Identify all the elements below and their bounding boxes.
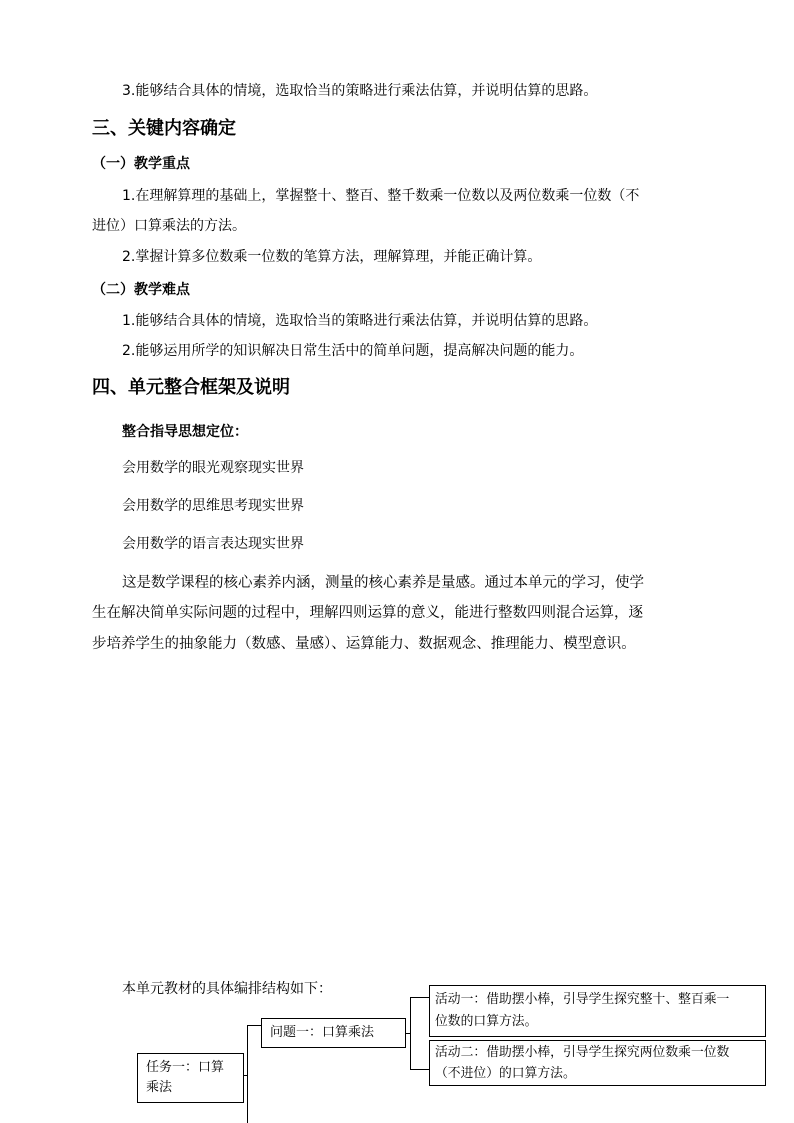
task-connector-vertical [247, 1025, 248, 1123]
activity-1-connector [410, 997, 429, 998]
paragraph-line-2: 生在解决简单实际问题的过程中，理解四则运算的意义，能进行整数四则混合运算，逐 [92, 605, 643, 621]
framework-intro: 本单元教材的具体编排结构如下： [122, 981, 332, 997]
question-1-box [261, 1018, 406, 1048]
difficulty-item-1: 1.能够结合具体的情境，选取恰当的策略进行乘法估算，并说明估算的思路。 [122, 313, 598, 329]
activity-1-label-line-2: 位数的口算方法。 [435, 1014, 538, 1029]
guide-heading: 整合指导思想定位： [122, 424, 248, 440]
activity-2-label-line-2: （不进位）的口算方法。 [435, 1066, 576, 1081]
activity-2-box [429, 1040, 766, 1086]
activity-1-box [429, 985, 766, 1037]
focus-item-1-line-2: 进位）口算乘法的方法。 [92, 218, 246, 234]
focus-item-1-line-1: 1.在理解算理的基础上，掌握整十、整百、整千数乘一位数以及两位数乘一位数（不 [122, 188, 640, 204]
task-1-label-line-1: 任务一：口算 [146, 1060, 225, 1075]
section-3-title: 三、关键内容确定 [92, 118, 236, 139]
focus-heading: （一）教学重点 [92, 156, 190, 172]
task-1-box [137, 1053, 244, 1103]
section-4-title: 四、单元整合框架及说明 [92, 377, 290, 398]
guide-line-2: 会用数学的思维思考现实世界 [122, 498, 304, 514]
objective-3: 3.能够结合具体的情境，选取恰当的策略进行乘法估算，并说明估算的思路。 [122, 83, 598, 99]
activity-connector-vertical [410, 997, 411, 1069]
paragraph-line-1: 这是数学课程的核心素养内涵，测量的核心素养是量感。通过本单元的学习，使学 [122, 575, 644, 591]
focus-item-2: 2.掌握计算多位数乘一位数的笔算方法，理解算理，并能正确计算。 [122, 249, 542, 265]
difficulty-heading: （二）教学难点 [92, 282, 190, 298]
activity-1-label-line-1: 活动一：借助摆小棒，引导学生探究整十、整百乘一 [435, 992, 730, 1007]
difficulty-item-2: 2.能够运用所学的知识解决日常生活中的简单问题，提高解决问题的能力。 [122, 343, 584, 359]
guide-line-3: 会用数学的语言表达现实世界 [122, 536, 304, 552]
paragraph-line-3: 步培养学生的抽象能力（数感、量感）、运算能力、数据观念、推理能力、模型意识。 [92, 636, 636, 652]
question-connector-horizontal [247, 1025, 261, 1026]
activity-2-connector [410, 1069, 429, 1070]
task-1-label-line-2: 乘法 [146, 1080, 173, 1095]
question-1-label: 问题一：口算乘法 [270, 1025, 375, 1040]
activity-2-label-line-1: 活动二：借助摆小棒，引导学生探究两位数乘一位数 [435, 1045, 730, 1060]
guide-line-1: 会用数学的眼光观察现实世界 [122, 460, 304, 476]
